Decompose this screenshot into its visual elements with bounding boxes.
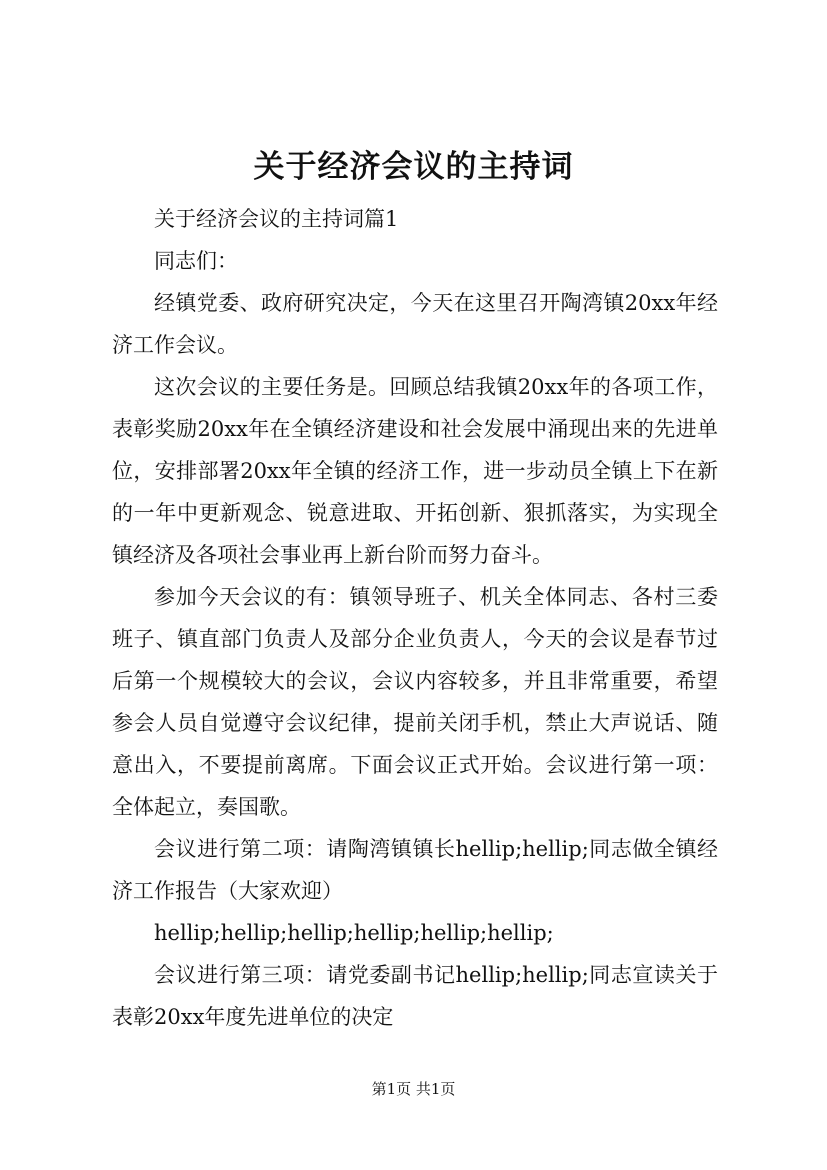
document-body [112,198,718,1038]
salutation: 同志们： [154,249,238,273]
body-paragraph: 会议进行第二项：请陶湾镇镇长hellip;hellip;同志做全镇经济工作报告（大家欢迎） [112,837,718,903]
body-paragraph: hellip;hellip;hellip;hellip;hellip;hellip; [154,921,554,945]
body-paragraph: 这次会议的主要任务是。回顾总结我镇20xx年的各项工作，表彰奖励20xx年在全镇经济建设和社会发展中涌现出来的先进单位，安排部署20xx年全镇的经济工作，进一步动员全镇上下在新的一年中更新观念、锐意进取、开拓创新、狠抓落实，为实现全镇经济及各项社会事业再上新台阶而努力奋斗。 [112,375,718,567]
body-paragraph: 经镇党委、政府研究决定，今天在这里召开陶湾镇20xx年经济工作会议。 [112,291,718,357]
body-paragraph: 参加今天会议的有：镇领导班子、机关全体同志、各村三委班子、镇直部门负责人及部分企业负责人，今天的会议是春节过后第一个规模较大的会议，会议内容较多，并且非常重要，希望参会人员自觉遵守会议纪律，提前关闭手机，禁止大声说话、随意出入，不要提前离席。下面会议正式开始。会议进行第一项：全体起立，奏国歌。 [112,585,718,819]
page-footer: 第1页 共1页 [371,1080,456,1098]
document-title: 关于经济会议的主持词 [253,149,574,185]
body-paragraph: 会议进行第三项：请党委副书记hellip;hellip;同志宣读关于表彰20xx年度先进单位的决定 [112,963,718,1029]
section-heading: 关于经济会议的主持词篇1 [154,207,399,231]
